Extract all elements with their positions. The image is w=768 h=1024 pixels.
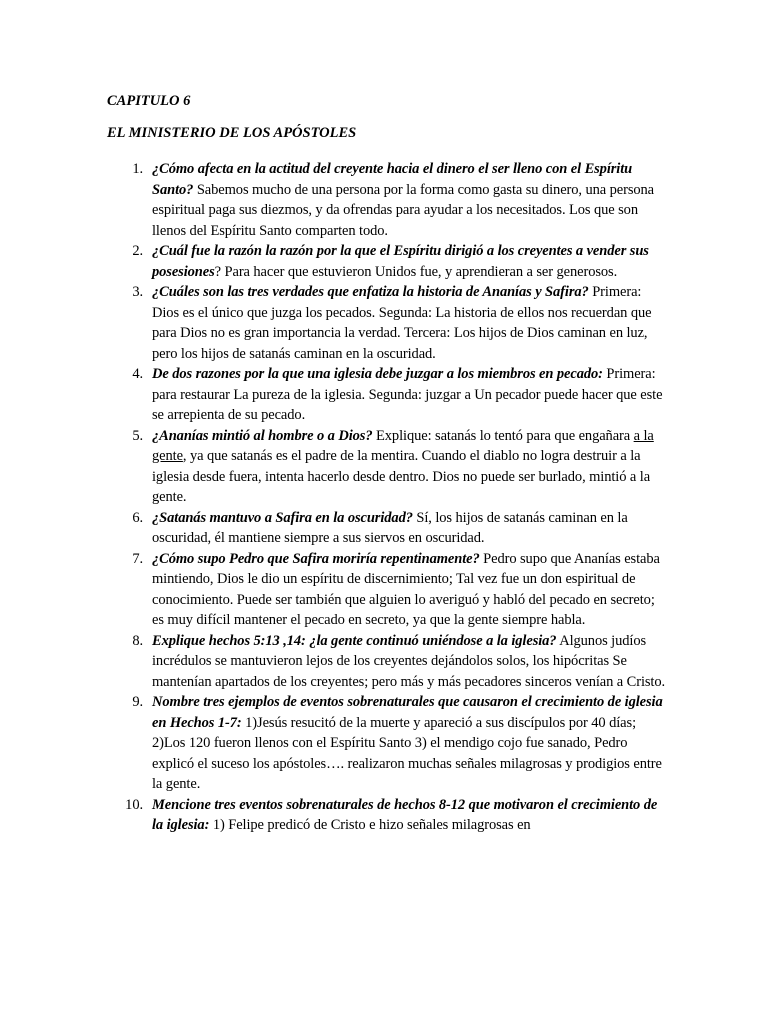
answer-text: Primera: Dios es el único que juzga los pecados. Segunda: La historia de ellos nos recuerdan que para Dios no es gran importancia la verdad. Tercera: Los hijos de Dios caminan en luz, pero los hijos de satanás caminan en la oscuridad.: [152, 284, 652, 362]
item-number: 9.: [132, 694, 143, 710]
chapter-heading: CAPITULO 6: [107, 93, 191, 109]
item-number: 7.: [132, 550, 143, 567]
list-item: [107, 549, 667, 631]
list-item: [107, 159, 667, 241]
question-text: ¿Cómo supo Pedro que Safira moriría repentinamente?: [152, 550, 480, 567]
underlined-text: a la gente: [152, 427, 654, 464]
item-number: 8.: [132, 632, 143, 649]
answer-text: ? Para hacer que estuvieron Unidos fue, y aprendieran a ser generosos.: [214, 263, 618, 280]
answer-text: Sí, los hijos de satanás caminan en la oscuridad, él mantiene siempre a sus siervos en oscuridad.: [152, 509, 628, 546]
list-item: [107, 692, 667, 795]
answer-text: Explique: satanás lo tentó para que engañara: [372, 427, 634, 444]
question-text: ¿Cuáles son las tres verdades que enfatiza la historia de Ananías y Safira?: [152, 284, 589, 300]
question-text: ¿Satanás mantuvo a Safira en la oscuridad?: [152, 509, 413, 526]
list-item: [107, 631, 667, 693]
answer-text: Sabemos mucho de una persona por la forma como gasta su dinero, una persona espiritual paga sus diezmos, y da ofrendas para ayudar a los necesitados. Los que son llenos del Espíritu Santo comparten todo.: [152, 181, 655, 239]
question-text: ¿Cuál fue la razón la razón por la que el Espíritu dirigió a los creyentes a vender sus posesiones: [152, 243, 649, 280]
question-text: ¿Cómo afecta en la actitud del creyente hacia el dinero el ser lleno con el Espíritu Santo?: [152, 161, 633, 198]
section-title: EL MINISTERIO DE LOS APÓSTOLES: [107, 125, 357, 141]
list-item: [107, 241, 667, 282]
answer-text: 1)Jesús resucitó de la muerte y apareció a sus discípulos por 40 días; 2)Los 120 fueron llenos con el Espíritu Santo 3) el mendigo cojo fue sanado, Pedro explicó el suceso los apóstoles…. realizaron muchas señales milagrosas y prodigios entre la gente.: [152, 714, 662, 792]
item-number: 6.: [132, 509, 143, 526]
question-text: Nombre tres ejemplos de eventos sobrenaturales que causaron el crecimiento de iglesia en Hechos 1-7:: [152, 694, 663, 731]
answer-text: Algunos judíos incrédulos se mantuvieron lejos de los creyentes dejándolos solos, los hipócritas Se mantenían apartados de los creyentes; pero más y más pecadores sinceros venían a Cristo.: [152, 632, 666, 690]
answer-text: Pedro supo que Ananías estaba mintiendo, Dios le dio un espíritu de discernimiento; Tal vez fue un don espiritual de conocimiento. Puede ser también que alguien lo averiguó y habló del pecado en secreto; es muy difícil mantener el pecado en secreto, ya que la gente siempre habla.: [152, 550, 660, 628]
list-item: [107, 364, 667, 426]
item-number: 2.: [132, 243, 143, 259]
list-item: [107, 282, 667, 364]
answer-text-continued: , ya que satanás es el padre de la mentira. Cuando el diablo no logra destruir a la iglesia desde fuera, intenta hacerlo desde dentro. Dios no puede ser burlado, mintió a la gente.: [152, 448, 651, 505]
item-number: 5.: [132, 427, 143, 444]
item-number: 10.: [125, 796, 143, 813]
item-number: 1.: [132, 161, 143, 177]
question-text: De dos razones por la que una iglesia debe juzgar a los miembros en pecado:: [152, 366, 603, 382]
list-item: [107, 508, 667, 549]
question-text: Mencione tres eventos sobrenaturales de hechos 8-12 que motivaron el crecimiento de la iglesia:: [152, 796, 658, 833]
question-list: [107, 159, 667, 836]
question-text: ¿Ananías mintió al hombre o a Dios?: [152, 427, 373, 444]
answer-text: Primera: para restaurar La pureza de la iglesia. Segunda: juzgar a Un pecador puede hacer que este se arrepienta de su pecado.: [152, 366, 663, 423]
item-number: 4.: [132, 366, 143, 382]
question-text: Explique hechos 5:13 ,14: ¿la gente continuó uniéndose a la iglesia?: [152, 632, 557, 649]
item-number: 3.: [132, 284, 143, 300]
list-item: [107, 795, 667, 836]
answer-text: 1) Felipe predicó de Cristo e hizo señales milagrosas en: [209, 817, 531, 833]
list-item: [107, 426, 667, 508]
